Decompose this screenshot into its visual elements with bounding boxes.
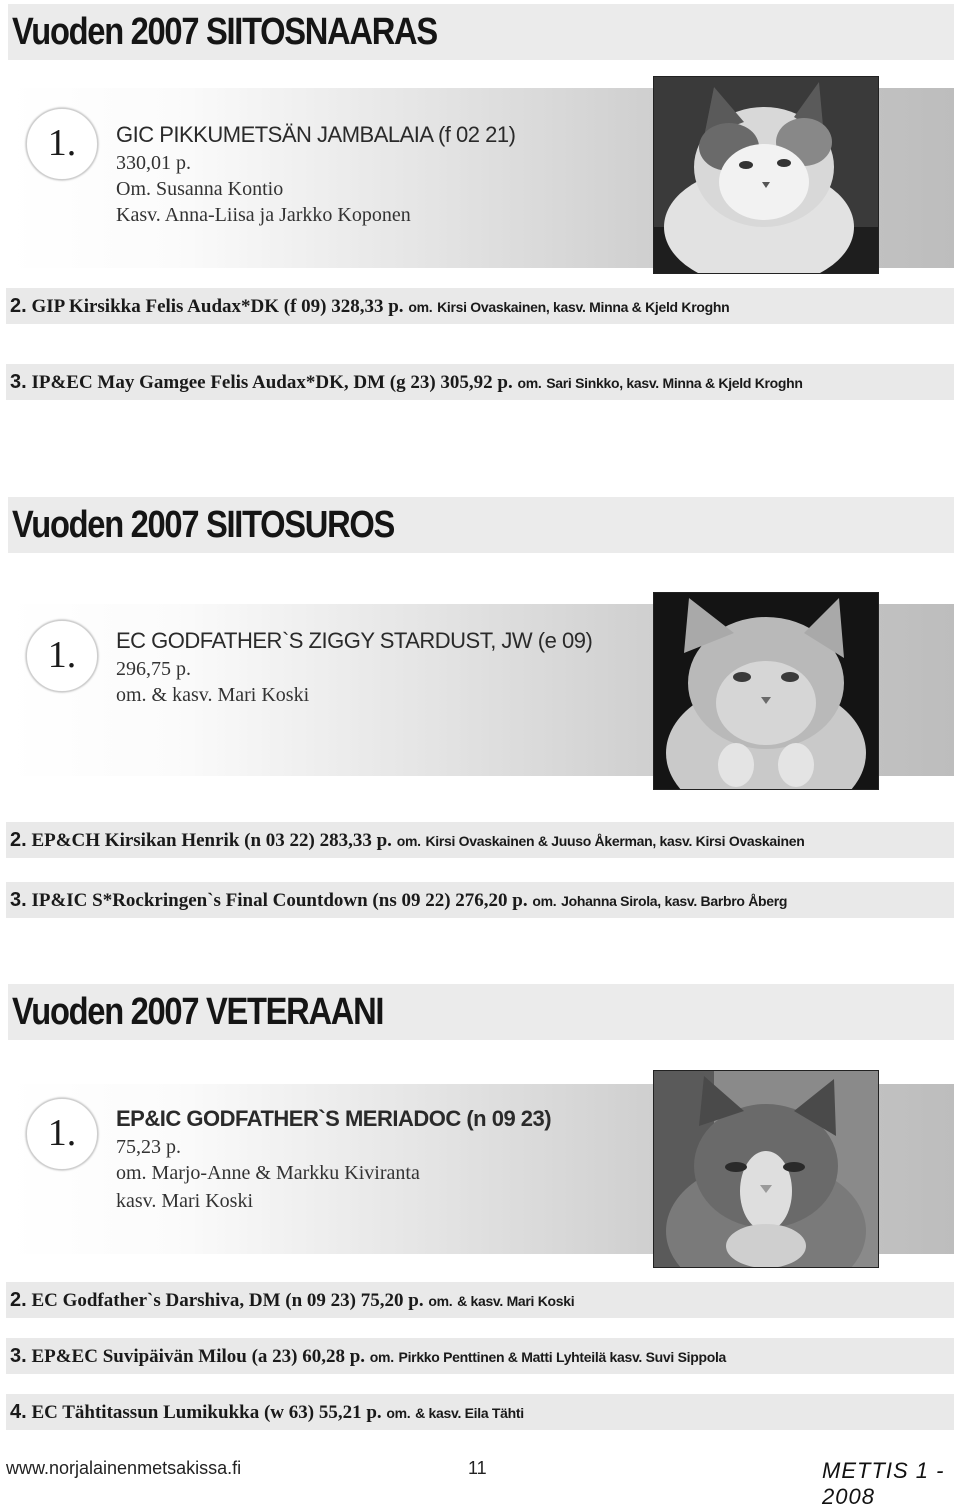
winner-breeder: kasv. Mari Koski [116,1190,254,1212]
row-main: EC Tähtitassun Lumikukka (w 63) 55,21 p. [31,1402,382,1423]
section-title-text: Vuoden 2007 SIITOSUROS [12,504,395,546]
result-row [6,364,954,400]
section-title-text: Vuoden 2007 SIITOSNAARAS [12,11,437,53]
winner-name: EP&IC GODFATHER`S MERIADOC (n 09 23) [116,1106,552,1131]
row-main: IP&EC May Gamgee Felis Audax*DK, DM (g 23) 305,92 p. [31,372,513,393]
row-owner: Pirkko Penttinen & Matti Lyhteilä kasv. Suvi Sippola [398,1349,727,1365]
row-owner: Kirsi Ovaskainen & Juuso Åkerman, kasv. Kirsi Ovaskainen [425,833,805,849]
winner-owner: om. & kasv. Mari Koski [116,684,310,706]
row-om-label: om. [517,375,542,391]
row-om-label: om. [396,833,421,849]
row-rank: 3. [10,889,27,911]
result-row [6,1282,954,1318]
row-om-label: om. [408,299,433,315]
row-main: EP&EC Suvipäivän Milou (a 23) 60,28 p. [31,1346,366,1367]
section-title-veteraani [8,984,954,1040]
rank-number: 1. [47,634,77,676]
winner-owner: Om. Susanna Kontio [116,178,284,200]
magazine-logo: METTIS 1 - 2008 [822,1458,945,1509]
rank-number: 1. [47,1112,77,1154]
row-om-label: om. [532,893,557,909]
row-main: EC Godfather`s Darshiva, DM (n 09 23) 75,20 p. [31,1290,424,1311]
row-rank: 4. [10,1401,27,1423]
rank-circle [26,620,98,692]
page-number: 11 [468,1458,487,1478]
winner-points: 296,75 p. [116,658,191,680]
row-om-label: om. [369,1349,394,1365]
winner-points: 75,23 p. [116,1136,181,1158]
row-main: EP&CH Kirsikan Henrik (n 03 22) 283,33 p. [31,830,392,851]
rank-circle [26,108,98,180]
winner-breeder: Kasv. Anna-Liisa ja Jarkko Koponen [116,204,411,226]
section-title-siitosnaaras [8,4,954,60]
cat-photo-jambalaia [653,76,879,274]
cat-photo-meriadoc [653,1070,879,1268]
cat-photo-ziggy-stardust [653,592,879,790]
result-row [6,822,954,858]
winner-points: 330,01 p. [116,152,191,174]
row-owner: Sari Sinkko, kasv. Minna & Kjeld Kroghn [546,375,803,391]
row-rank: 2. [10,829,27,851]
row-rank: 2. [10,1289,27,1311]
row-owner: Kirsi Ovaskainen, kasv. Minna & Kjeld Kroghn [437,299,730,315]
row-main: IP&IC S*Rockringen`s Final Countdown (ns 09 22) 276,20 p. [31,890,528,911]
section-title-text: Vuoden 2007 VETERAANI [12,991,384,1033]
row-main: GIP Kirsikka Felis Audax*DK (f 09) 328,33 p. [31,296,404,317]
rank-circle [26,1098,98,1170]
result-row [6,288,954,324]
section-title-siitosuros [8,497,954,553]
row-rank: 3. [10,1345,27,1367]
winner-name: GIC PIKKUMETSÄN JAMBALAIA (f 02 21) [116,122,516,147]
row-owner: Johanna Sirola, kasv. Barbro Åberg [561,893,788,909]
winner-owner: om. Marjo-Anne & Markku Kiviranta [116,1162,420,1184]
result-row [6,1338,954,1374]
row-rank: 3. [10,371,27,393]
rank-number: 1. [47,122,77,164]
footer-url: www.norjalainenmetsakissa.fi [6,1458,242,1478]
row-om-label: om. [428,1293,453,1309]
row-rank: 2. [10,295,27,317]
result-row [6,1394,954,1430]
row-owner: & kasv. Eila Tähti [415,1405,524,1421]
result-row [6,882,954,918]
row-om-label: om. [386,1405,411,1421]
row-owner: & kasv. Mari Koski [457,1293,575,1309]
winner-name: EC GODFATHER`S ZIGGY STARDUST, JW (e 09) [116,628,593,653]
